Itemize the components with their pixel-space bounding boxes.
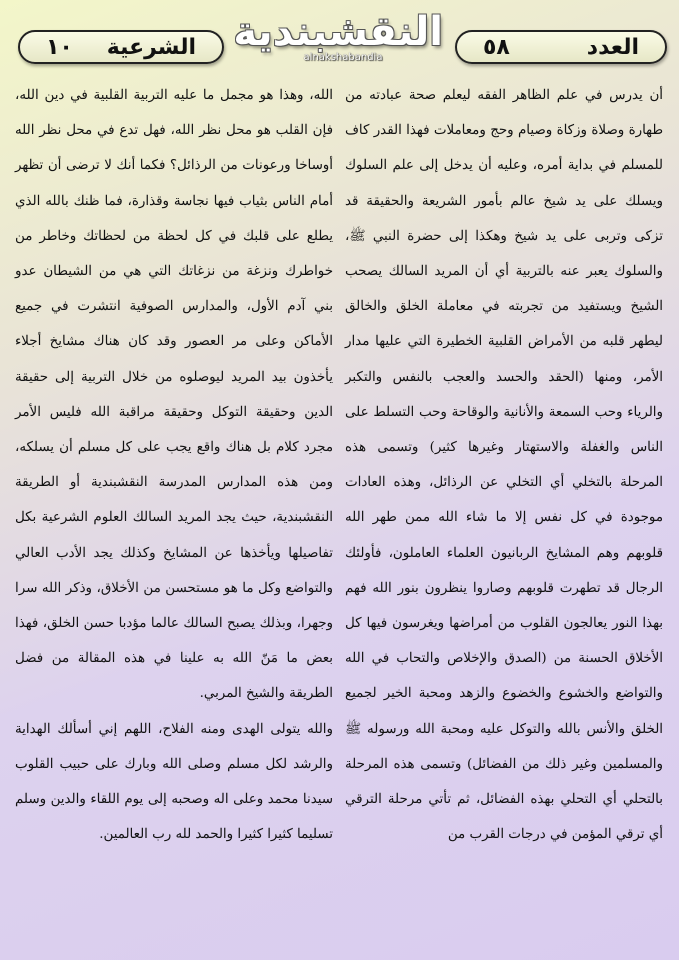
issue-badge [455,30,667,64]
section-title: الشرعية [106,34,196,60]
page-number: ١٠ [46,34,73,60]
logo-text: النقشبندية [233,9,443,55]
logo-url-text: alnakshabandia [303,52,383,63]
magazine-logo [233,8,443,78]
article-column-right [345,78,663,852]
section-badge [18,30,224,64]
page-header [0,0,679,80]
article-column-left [15,78,333,852]
issue-number: ٥٨ [483,34,510,60]
article-closing-paragraph: والله يتولى الهدى ومنه الفلاح، اللهم إني أسألك الهداية والرشد لكل مسلم وصلى الله وبارك على حبيب القلوب سيدنا محمد وعلى اله وصحبه إلى يوم اللقاء والدين وسلم تسليما كثيرا كثيرا والحمد لله رب العالمين. [15,721,333,843]
article-paragraph: الله، وهذا هو مجمل ما عليه التربية القلبية في دين الله، فإن القلب هو محل نظر الله، فهل تدع في محل نظر الله أوساخا ورعونات من الرذائل؟ فكما أنك لا ترضى أن تظهر أمام الناس بثياب فيها نجاسة وقذارة، فما ظنك بالله الذي يطلع على قلبك في كل لحظة من لحظاتك وخاطر من خواطرك ونزغة من نزغاتك التي هي من الشيطان عدو بني آدم الأول، والمدارس الصوفية انتشرت في جميع الأماكن وعلى مر العصور وقد كان هناك مشايخ أجلاء يأخذون بيد المريد ليوصلوه من خلال التربية إلى حقيقة الدين وحقيقة التوكل وحقيقة مراقبة الله فليس الأمر مجرد كلام بل هناك واقع يجب على كل مسلم أن يسلكه، ومن هذه المدارس المدرسة النقشبندية أو الطريقة النقشبندية، حيث يجد المريد السالك العلوم الشرعية بكل تفاصيلها ويأخذها عن المشايخ وكذلك يجد الأدب العالي والتواضع وكل ما هو مستحسن من الأخلاق، وذكر الله سرا وجهرا، وبذلك يصبح السالك عالما مؤدبا حسن الخلق، فهذا بعض ما مَنّ الله به علينا في هذه المقالة من فضل الطريقة والشيخ المربي. [15,88,333,702]
article-paragraph: أن يدرس في علم الظاهر الفقه ليعلم صحة عبادته من طهارة وصلاة وزكاة وصيام وحج ومعاملات فهذا القدر كاف للمسلم في بداية أمره، وعليه أن يدخل إلى علم السلوك ويسلك على يد شيخ عالم بأمور الشريعة والحقيقة قد تزكى وتربى على يد شيخ وهكذا إلى حضرة النبي ﷺ، والسلوك يعبر عنه بالتربية أي أن المريد السالك يصحب الشيخ ويستفيد من تجربته في معاملة الخلق والخالق ليطهر قلبه من الأمراض القلبية الخطيرة التي عليها مدار الأمر، ومنها (الحقد والحسد والعجب بالنفس والتكبر والرياء وحب السمعة والأنانية والوقاحة وحب التسلط على الناس والغفلة والاستهتار وغيرها كثير) وتسمى هذه المرحلة بالتخلي أي التخلي عن الرذائل، وهذه العادات موجودة في كل نفس إلا ما شاء الله ممن طهر الله قلوبهم وهم المشايخ الربانيون العلماء العاملون، فأولئك الرجال قد تطهرت قلوبهم وصاروا ينظرون بنور الله فهم بهذا النور يعالجون القلوب من أمراضها ويغرسون فيها كل الأخلاق الحسنة من (الصدق والإخلاص والتحاب في الله والتواضع والخشوع والخضوع والزهد ومحبة الخير لجميع الخلق والأنس بالله والتوكل عليه ومحبة الله ورسوله ﷺ والمسلمين وغير ذلك من الفضائل) وتسمى هذه المرحلة بالتحلي أي التحلي بهذه الفضائل، ثم تأتي مرحلة الترقي أي ترقي المؤمن في درجات القرب من [345,88,663,843]
issue-label: العدد [586,34,639,60]
